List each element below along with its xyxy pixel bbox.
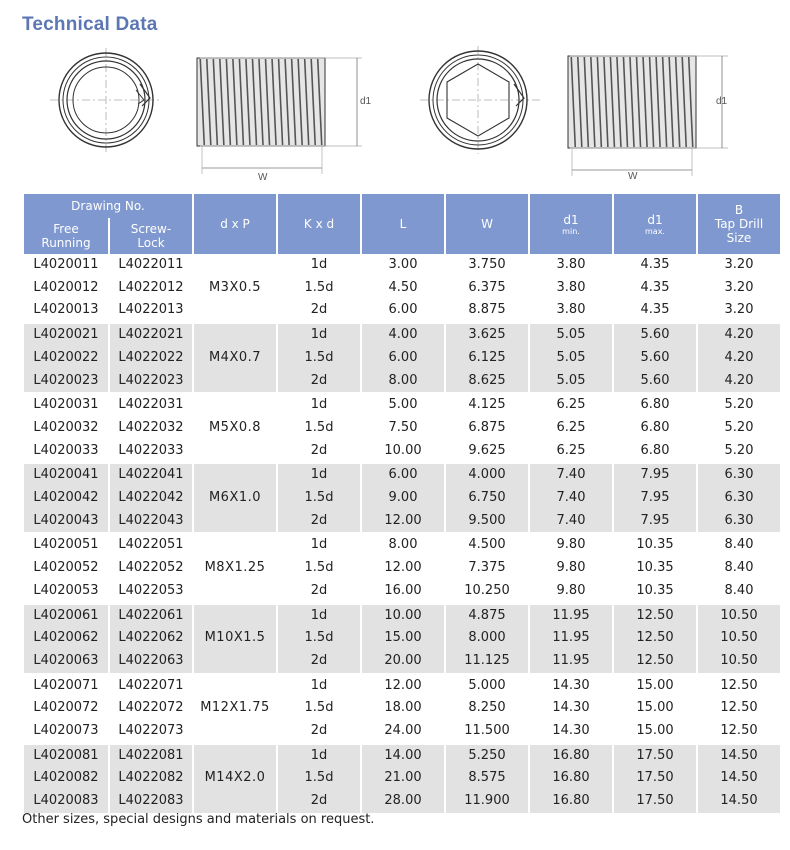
cell-w: 8.250 [468, 700, 506, 716]
cell-d1max: 7.95 [614, 462, 696, 487]
cell-k: 2d [310, 723, 328, 739]
cell-l: 8.00 [362, 532, 444, 557]
cell-d1min: 6.25 [556, 419, 586, 435]
cell-k: 1d [278, 743, 360, 768]
cell-d1max: 17.50 [614, 743, 696, 768]
cell-free: L4020081 [24, 743, 108, 768]
cell-w: 11.900 [446, 790, 528, 813]
cell-w: 8.875 [468, 302, 506, 318]
cell-d1max: 12.50 [614, 603, 696, 628]
cell-d1max: 15.00 [636, 723, 674, 739]
cell-free: L4020023 [24, 370, 108, 393]
cell-l: 10.00 [362, 603, 444, 628]
cell-lock: L4022072 [118, 700, 184, 716]
cell-d1min: 7.40 [530, 487, 612, 510]
table-row [24, 767, 780, 790]
screw-lock-end-view [420, 46, 540, 154]
cell-lock: L4022052 [118, 560, 184, 576]
cell-k: 2d [310, 442, 328, 458]
cell-d1max: 5.60 [614, 322, 696, 347]
cell-d1max: 6.80 [614, 392, 696, 417]
cell-w: 4.125 [446, 392, 528, 417]
table-row [24, 603, 780, 628]
cell-d1min: 16.80 [530, 743, 612, 768]
cell-b: 8.40 [724, 560, 754, 576]
cell-b: 6.30 [698, 462, 780, 487]
table-row [24, 277, 780, 300]
cell-w: 9.625 [468, 442, 506, 458]
cell-free: L4020012 [33, 279, 99, 295]
cell-w: 6.875 [468, 419, 506, 435]
cell-lock: L4022032 [118, 419, 184, 435]
header-dxp: d x P [194, 194, 276, 254]
cell-b: 4.20 [698, 322, 780, 347]
cell-d1min: 5.05 [530, 322, 612, 347]
cell-d1min: 6.25 [530, 392, 612, 417]
cell-l: 20.00 [362, 650, 444, 673]
cell-dxp: M4X0.7 [194, 322, 276, 392]
cell-free: L4020071 [24, 673, 108, 698]
cell-lock: L4022063 [110, 650, 192, 673]
cell-dxp: M10X1.5 [194, 603, 276, 673]
cell-l: 6.00 [362, 462, 444, 487]
cell-l: 5.00 [362, 392, 444, 417]
cell-lock: L4022043 [110, 510, 192, 533]
header-screw-lock: Screw- Lock [110, 218, 192, 254]
cell-w: 11.125 [446, 650, 528, 673]
cell-b: 14.50 [698, 767, 780, 790]
page-title: Technical Data [22, 14, 158, 35]
cell-w: 6.750 [446, 487, 528, 510]
table-row [24, 347, 780, 370]
cell-lock: L4022083 [110, 790, 192, 813]
cell-l: 28.00 [362, 790, 444, 813]
cell-d1min: 14.30 [552, 723, 590, 739]
cell-l: 6.00 [388, 302, 418, 318]
screw-lock-side-view [568, 56, 728, 176]
footnote: Other sizes, special designs and materials on request. [22, 812, 375, 827]
table-row [24, 697, 780, 720]
cell-free: L4020061 [24, 603, 108, 628]
table-row [24, 532, 780, 557]
cell-free: L4020072 [33, 700, 99, 716]
cell-d1min: 3.80 [556, 257, 586, 272]
cell-d1max: 7.95 [614, 510, 696, 533]
cell-d1min: 9.80 [556, 582, 586, 598]
header-b: B Tap Drill Size [698, 194, 780, 254]
cell-d1max: 12.50 [614, 650, 696, 673]
table-row [24, 673, 780, 698]
cell-dxp: M8X1.25 [194, 532, 276, 602]
cell-b: 3.20 [724, 279, 754, 295]
cell-b: 5.20 [724, 419, 754, 435]
cell-free: L4020041 [24, 462, 108, 487]
cell-w: 8.575 [446, 767, 528, 790]
cell-k: 1.5d [304, 279, 334, 295]
cell-free: L4020013 [33, 302, 99, 318]
cell-b: 10.50 [698, 650, 780, 673]
cell-k: 2d [278, 650, 360, 673]
cell-l: 6.00 [362, 347, 444, 370]
cell-w: 9.500 [446, 510, 528, 533]
technical-data-table [22, 194, 782, 813]
cell-l: 10.00 [384, 442, 422, 458]
cell-d1min: 11.95 [530, 603, 612, 628]
cell-w: 6.375 [468, 279, 506, 295]
cell-b: 14.50 [698, 790, 780, 813]
cell-b: 6.30 [698, 510, 780, 533]
cell-d1min: 11.95 [530, 627, 612, 650]
cell-lock: L4022082 [110, 767, 192, 790]
cell-free: L4020083 [24, 790, 108, 813]
cell-d1max: 4.35 [640, 279, 670, 295]
cell-b: 3.20 [724, 302, 754, 318]
cell-w: 4.875 [446, 603, 528, 628]
header-d1-min: d1 min. [530, 194, 612, 254]
table-row [24, 462, 780, 487]
cell-lock: L4022012 [118, 279, 184, 295]
cell-k: 1d [278, 603, 360, 628]
table-row [24, 417, 780, 440]
cell-l: 4.00 [362, 322, 444, 347]
cell-w: 8.000 [446, 627, 528, 650]
cell-d1max: 6.80 [640, 419, 670, 435]
cell-l: 4.50 [388, 279, 418, 295]
cell-lock: L4022031 [110, 392, 192, 417]
header-kxd: K x d [278, 194, 360, 254]
table-row [24, 299, 780, 322]
cell-b: 3.20 [724, 257, 754, 272]
cell-d1max: 7.95 [614, 487, 696, 510]
cell-l: 12.00 [362, 673, 444, 698]
cell-k: 1d [278, 322, 360, 347]
cell-b: 12.50 [720, 700, 758, 716]
cell-d1max: 12.50 [614, 627, 696, 650]
cell-k: 1d [310, 257, 328, 272]
cell-d1max: 10.35 [614, 532, 696, 557]
cell-lock: L4022033 [118, 442, 184, 458]
cell-l: 12.00 [384, 560, 422, 576]
cell-dxp: M14X2.0 [194, 743, 276, 813]
cell-b: 14.50 [698, 743, 780, 768]
cell-b: 8.40 [724, 582, 754, 598]
table-row [24, 370, 780, 393]
cell-d1min: 16.80 [530, 767, 612, 790]
cell-lock: L4022011 [118, 257, 184, 272]
cell-k: 1d [278, 673, 360, 698]
cell-w: 11.500 [464, 723, 510, 739]
dim-w-right: W [628, 171, 638, 182]
cell-lock: L4022023 [110, 370, 192, 393]
cell-d1max: 15.00 [614, 673, 696, 698]
cell-lock: L4022053 [118, 582, 184, 598]
cell-l: 9.00 [362, 487, 444, 510]
cell-w: 6.125 [446, 347, 528, 370]
cell-d1min: 9.80 [530, 532, 612, 557]
cell-dxp: M3X0.5 [208, 279, 262, 295]
cell-k: 1.5d [304, 560, 334, 576]
cell-b: 12.50 [698, 673, 780, 698]
cell-dxp: M6X1.0 [194, 462, 276, 532]
cell-w: 4.000 [446, 462, 528, 487]
table-row [24, 580, 780, 603]
header-drawing-no: Drawing No. [24, 194, 192, 218]
header-l: L [362, 194, 444, 254]
cell-l: 8.00 [362, 370, 444, 393]
cell-w: 3.750 [468, 257, 506, 272]
cell-d1min: 14.30 [552, 700, 590, 716]
cell-d1max: 17.50 [614, 767, 696, 790]
cell-d1max: 10.35 [636, 560, 674, 576]
cell-b: 5.20 [698, 392, 780, 417]
cell-k: 2d [278, 510, 360, 533]
cell-free: L4020063 [24, 650, 108, 673]
cell-k: 1.5d [304, 700, 334, 716]
cell-free: L4020022 [24, 347, 108, 370]
cell-k: 1.5d [278, 347, 360, 370]
cell-d1max: 5.60 [614, 347, 696, 370]
cell-k: 1.5d [278, 487, 360, 510]
thread-insert-drawings [0, 40, 790, 190]
cell-l: 15.00 [362, 627, 444, 650]
cell-k: 1.5d [278, 627, 360, 650]
cell-d1min: 11.95 [530, 650, 612, 673]
cell-dxp: M5X0.8 [194, 392, 276, 462]
cell-k: 1.5d [278, 767, 360, 790]
table-row [24, 392, 780, 417]
header-free-running: Free Running [24, 218, 108, 254]
table-row [24, 790, 780, 813]
cell-d1min: 3.80 [556, 302, 586, 318]
cell-free: L4020053 [33, 582, 99, 598]
cell-k: 1.5d [304, 419, 334, 435]
cell-l: 21.00 [362, 767, 444, 790]
cell-b: 12.50 [720, 723, 758, 739]
cell-d1max: 5.60 [614, 370, 696, 393]
cell-b: 6.30 [698, 487, 780, 510]
cell-lock: L4022022 [110, 347, 192, 370]
table-row [24, 650, 780, 673]
header-w: W [446, 194, 528, 254]
free-running-end-view [50, 48, 160, 152]
cell-d1max: 15.00 [636, 700, 674, 716]
cell-lock: L4022041 [110, 462, 192, 487]
cell-k: 1d [278, 462, 360, 487]
cell-lock: L4022062 [110, 627, 192, 650]
cell-free: L4020033 [33, 442, 99, 458]
cell-lock: L4022081 [110, 743, 192, 768]
cell-free: L4020011 [33, 257, 99, 272]
cell-w: 8.625 [446, 370, 528, 393]
cell-d1min: 14.30 [530, 673, 612, 698]
cell-k: 2d [310, 582, 328, 598]
dim-w-left: W [258, 172, 268, 183]
cell-d1min: 6.25 [556, 442, 586, 458]
cell-d1max: 4.35 [640, 257, 670, 272]
table-row [24, 627, 780, 650]
table-row [24, 487, 780, 510]
cell-b: 4.20 [698, 370, 780, 393]
cell-lock: L4022021 [110, 322, 192, 347]
cell-d1min: 7.40 [530, 462, 612, 487]
cell-d1max: 4.35 [640, 302, 670, 318]
cell-lock: L4022071 [110, 673, 192, 698]
cell-b: 5.20 [724, 442, 754, 458]
cell-l: 7.50 [388, 419, 418, 435]
cell-w: 7.375 [468, 560, 506, 576]
cell-free: L4020031 [24, 392, 108, 417]
cell-d1min: 7.40 [530, 510, 612, 533]
cell-free: L4020051 [24, 532, 108, 557]
cell-w: 5.000 [446, 673, 528, 698]
cell-b: 8.40 [698, 532, 780, 557]
dim-d1-right: d1 [716, 96, 728, 107]
cell-l: 16.00 [384, 582, 422, 598]
cell-w: 3.625 [446, 322, 528, 347]
cell-free: L4020021 [24, 322, 108, 347]
cell-b: 10.50 [698, 603, 780, 628]
cell-k: 2d [310, 302, 328, 318]
header-d1-max: d1 max. [614, 194, 696, 254]
cell-w: 4.500 [446, 532, 528, 557]
dim-d1-left: d1 [360, 96, 372, 107]
cell-l: 3.00 [388, 257, 418, 272]
cell-dxp: M12X1.75 [194, 673, 276, 743]
cell-k: 1d [278, 392, 360, 417]
cell-l: 18.00 [384, 700, 422, 716]
cell-lock: L4022061 [110, 603, 192, 628]
cell-lock: L4022013 [118, 302, 184, 318]
cell-lock: L4022073 [118, 723, 184, 739]
cell-d1min: 3.80 [556, 279, 586, 295]
cell-d1max: 17.50 [614, 790, 696, 813]
table-row [24, 510, 780, 533]
table-row [24, 440, 780, 463]
cell-d1min: 9.80 [556, 560, 586, 576]
header-d1-max-sub: max. [645, 226, 665, 236]
cell-l: 24.00 [384, 723, 422, 739]
cell-d1min: 5.05 [530, 370, 612, 393]
cell-d1min: 16.80 [530, 790, 612, 813]
table-row [24, 254, 780, 277]
cell-free: L4020043 [24, 510, 108, 533]
cell-w: 5.250 [446, 743, 528, 768]
table-row [24, 322, 780, 347]
cell-free: L4020032 [33, 419, 99, 435]
cell-b: 10.50 [698, 627, 780, 650]
table-row [24, 557, 780, 580]
header-d1-min-sub: min. [562, 226, 580, 236]
cell-d1max: 6.80 [640, 442, 670, 458]
cell-d1min: 5.05 [530, 347, 612, 370]
cell-free: L4020082 [24, 767, 108, 790]
cell-free: L4020073 [33, 723, 99, 739]
cell-lock: L4022051 [110, 532, 192, 557]
cell-b: 4.20 [698, 347, 780, 370]
table-row [24, 720, 780, 743]
table-row [24, 743, 780, 768]
cell-k: 1d [278, 532, 360, 557]
cell-l: 14.00 [362, 743, 444, 768]
cell-w: 10.250 [464, 582, 510, 598]
cell-free: L4020052 [33, 560, 99, 576]
cell-d1max: 10.35 [636, 582, 674, 598]
cell-free: L4020042 [24, 487, 108, 510]
cell-l: 12.00 [362, 510, 444, 533]
cell-k: 2d [278, 790, 360, 813]
cell-k: 2d [278, 370, 360, 393]
cell-lock: L4022042 [110, 487, 192, 510]
free-running-side-view [197, 58, 362, 174]
cell-free: L4020062 [24, 627, 108, 650]
